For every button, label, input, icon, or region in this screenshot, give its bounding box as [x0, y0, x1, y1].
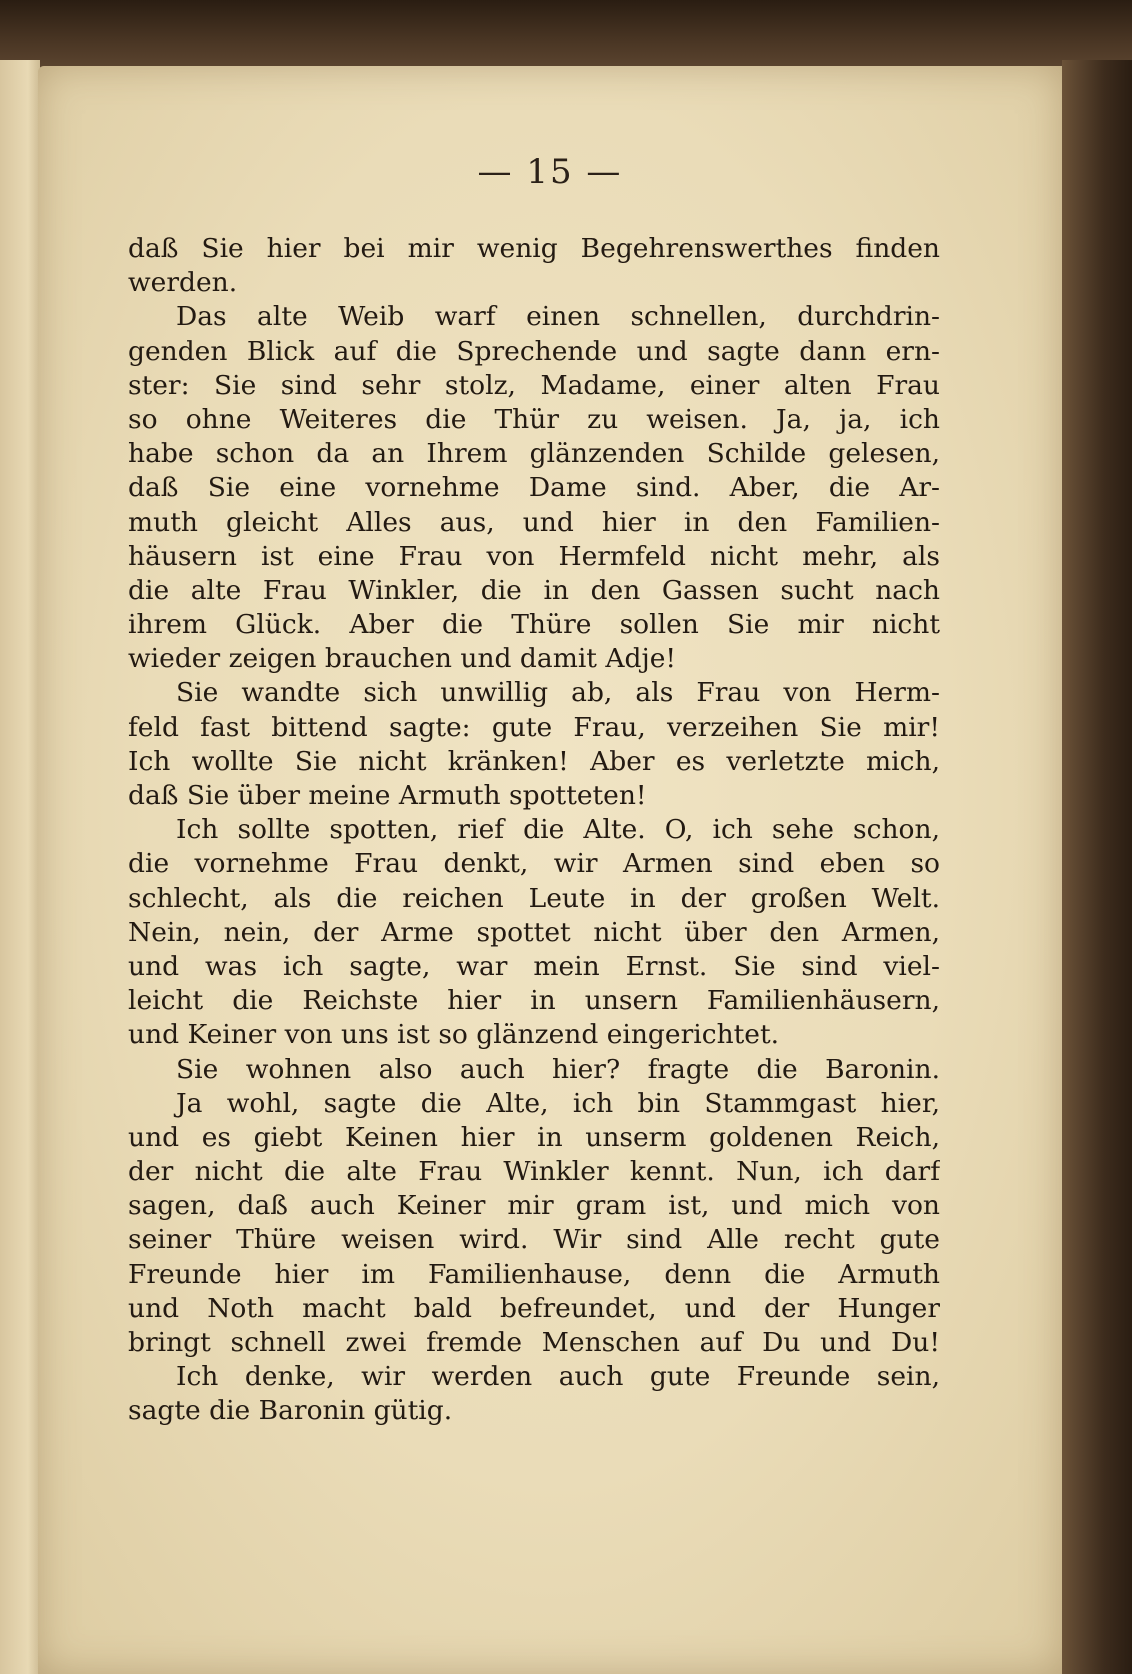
text-line: Ich wollte Sie nicht kränken! Aber es verletzte mich,: [128, 745, 940, 777]
text-line: und es giebt Keinen hier in unserm goldenen Reich,: [128, 1121, 940, 1153]
page-number: — 15 —: [477, 152, 623, 192]
book-page: [38, 66, 1062, 1674]
text-line: die vornehme Frau denkt, wir Armen sind eben so: [128, 848, 940, 880]
text-line: werden.: [128, 267, 238, 299]
text-line: feld fast bittend sagte: gute Frau, verzeihen Sie mir!: [128, 711, 940, 743]
text-line: Nein, nein, der Arme spottet nicht über den Armen,: [128, 916, 940, 948]
book-spine-left: [0, 60, 40, 1674]
text-line: sagte die Baronin gütig.: [128, 1395, 453, 1427]
text-line: und was ich sagte, war mein Ernst. Sie sind viel-: [128, 950, 940, 982]
text-line: häusern ist eine Frau von Hermfeld nicht mehr, als: [128, 540, 940, 572]
body-text: [128, 232, 940, 1429]
text-line: wieder zeigen brauchen und damit Adje!: [128, 643, 677, 675]
text-line: Das alte Weib warf einen schnellen, durchdrin-: [176, 301, 940, 333]
text-line: die alte Frau Winkler, die in den Gassen sucht nach: [128, 574, 940, 606]
text-line: habe schon da an Ihrem glänzenden Schilde gelesen,: [128, 438, 940, 470]
text-line: Sie wandte sich unwillig ab, als Frau von Herm-: [176, 677, 940, 709]
text-line: schlecht, als die reichen Leute in der großen Welt.: [128, 882, 940, 914]
text-line: ihrem Glück. Aber die Thüre sollen Sie mir nicht: [128, 609, 940, 641]
text-line: genden Blick auf die Sprechende und sagte dann ern-: [128, 335, 940, 367]
text-line: leicht die Reichste hier in unsern Familienhäusern,: [128, 985, 940, 1017]
text-line: Freunde hier im Familienhause, denn die Armuth: [128, 1258, 940, 1290]
text-line: daß Sie eine vornehme Dame sind. Aber, die Ar-: [128, 472, 940, 504]
text-line: sagen, daß auch Keiner mir gram ist, und mich von: [128, 1190, 940, 1222]
text-line: Sie wohnen also auch hier? fragte die Baronin.: [176, 1053, 940, 1085]
text-line: Ich sollte spotten, rief die Alte. O, ich sehe schon,: [176, 814, 940, 846]
text-line: bringt schnell zwei fremde Menschen auf Du und Du!: [128, 1327, 940, 1358]
book-cover-right-edge: [1062, 60, 1132, 1674]
text-line: muth gleicht Alles aus, und hier in den Familien-: [128, 506, 940, 538]
text-line: und Keiner von uns ist so glänzend eingerichtet.: [128, 1019, 780, 1051]
text-line: ster: Sie sind sehr stolz, Madame, einer alten Frau: [128, 369, 940, 401]
text-line: der nicht die alte Frau Winkler kennt. Nun, ich darf: [128, 1156, 940, 1188]
text-line: Ja wohl, sagte die Alte, ich bin Stammgast hier,: [176, 1087, 940, 1119]
book-cover-top-edge: [0, 0, 1132, 70]
text-line: daß Sie hier bei mir wenig Begehrenswerthes finden: [128, 233, 940, 264]
text-line: Ich denke, wir werden auch gute Freunde sein,: [176, 1361, 940, 1393]
text-line: so ohne Weiteres die Thür zu weisen. Ja, ja, ich: [128, 403, 940, 435]
text-line: daß Sie über meine Armuth spotteten!: [128, 780, 647, 811]
text-line: seiner Thüre weisen wird. Wir sind Alle recht gute: [128, 1224, 940, 1256]
text-line: und Noth macht bald befreundet, und der Hunger: [128, 1292, 940, 1324]
